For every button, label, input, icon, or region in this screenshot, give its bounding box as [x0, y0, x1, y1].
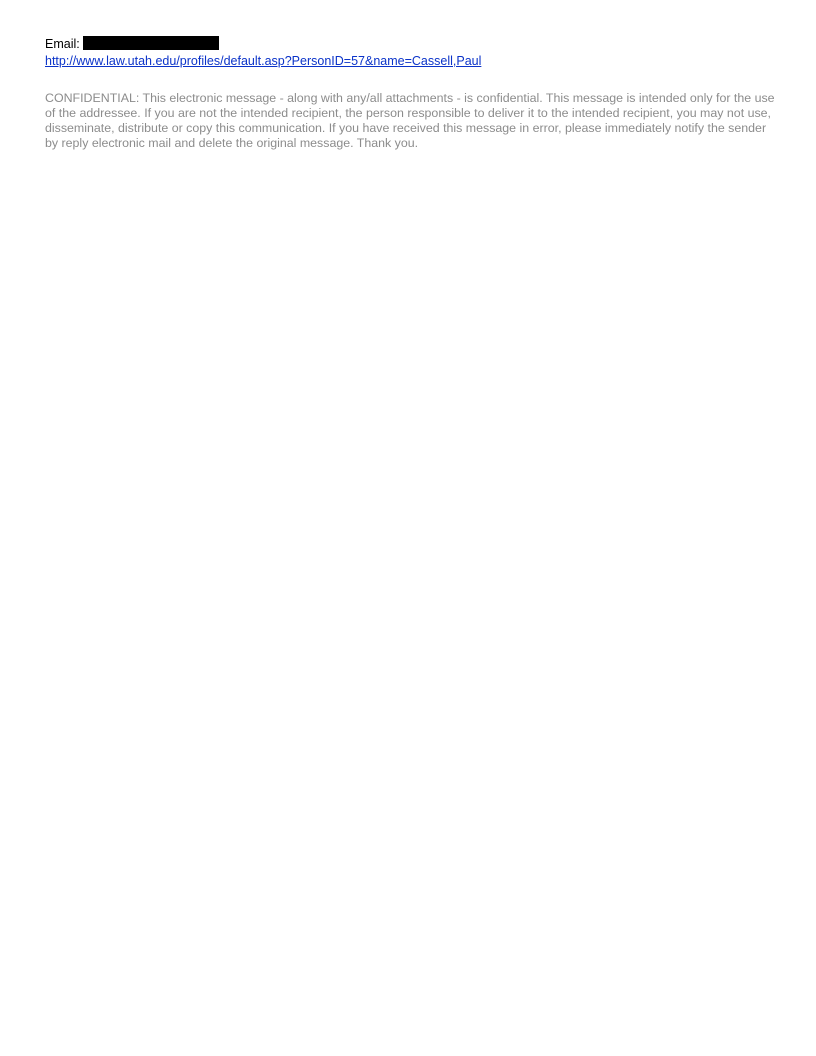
- profile-link[interactable]: http://www.law.utah.edu/profiles/default.asp?PersonID=57&name=Cassell,Paul: [45, 54, 482, 68]
- email-line: [45, 36, 775, 53]
- email-redaction-box: [83, 36, 219, 50]
- email-label: Email:: [45, 37, 80, 51]
- email-signature: [45, 36, 775, 151]
- confidentiality-disclaimer: CONFIDENTIAL: This electronic message - along with any/all attachments - is confidential. This message is intended only for the use of the addressee. If you are not the intended recipient, the person responsible to deliver it to the intended recipient, you may not use, disseminate, distribute or copy this communication. If you have received this message in error, please immediately notify the sender by reply electronic mail and delete the original message. Thank you.: [45, 91, 775, 150]
